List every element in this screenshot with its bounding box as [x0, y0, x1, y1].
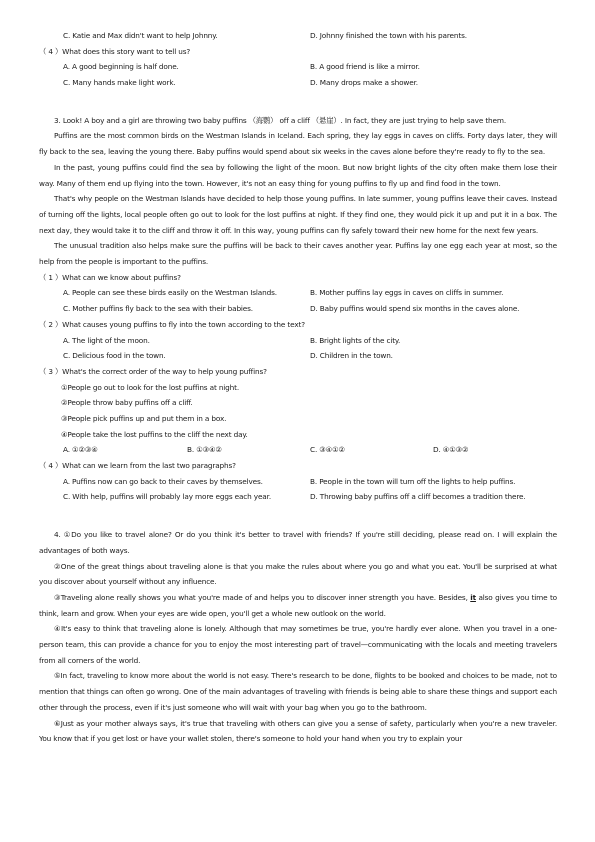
option-b: B. Bright lights of the city. [310, 335, 401, 345]
option-b: B. ①③④② [187, 445, 222, 455]
passage-paragraph: ②One of the great things about traveling alone is that you make the rules about where you go and what you eat. You'll be surprised at what you discover about yourself without any influence. [39, 561, 557, 587]
option-a: A. ①②③④ [63, 445, 98, 455]
order-step: ③People pick puffins up and put them in a box. [61, 413, 227, 423]
question-stem: （ 1 ）What can we know about puffins? [39, 272, 181, 282]
option-row [39, 75, 557, 91]
question-stem: （ 3 ）What's the correct order of the way to help young puffins? [39, 366, 267, 376]
option-row [39, 285, 557, 301]
order-step: ④People take the lost puffins to the cliff the next day. [61, 429, 248, 439]
option-c: C. ③④①② [310, 445, 345, 455]
underlined-word: it [470, 592, 476, 602]
option-d: D. Throwing baby puffins off a cliff becomes a tradition there. [310, 492, 526, 502]
paragraph-text: ③Traveling alone really shows you what you're made of and helps you to discover inner strength you have. Besides, [54, 592, 471, 602]
question-stem: （ 4 ）What does this story want to tell us? [39, 46, 191, 56]
passage-paragraph: ⑤In fact, traveling to know more about the world is not easy. There's research to be done, flights to be booked and choices to be made, not to mention that things can often go wrong. One of the main advantages of traveling with friends is being able to share these things and support each other through the process, even if it's just someone who will wait with your bag when you go to the bathroom. [39, 671, 557, 712]
passage-paragraph [39, 590, 557, 621]
question-stem: （ 4 ）What can we learn from the last two paragraphs? [39, 461, 236, 471]
option-c: C. Katie and Max didn't want to help Johnny. [63, 31, 218, 40]
option-row [39, 28, 557, 44]
option-row [39, 474, 557, 490]
option-row [39, 489, 557, 505]
document-body [39, 28, 557, 747]
option-a: A. A good beginning is half done. [63, 62, 179, 72]
option-b: B. Mother puffins lay eggs in caves on cliffs in summer. [310, 288, 504, 298]
option-c: C. Mother puffins fly back to the sea with their babies. [63, 304, 253, 314]
option-row [39, 333, 557, 349]
option-a: A. The light of the moon. [63, 335, 150, 345]
passage-paragraph: The unusual tradition also helps make sure the puffins will be back to their caves another year. Puffins lay one egg each year at most, so the help from the people is important to the puffins. [39, 241, 557, 267]
order-step: ①People go out to look for the lost puffins at night. [61, 382, 240, 392]
passage-paragraph: In the past, young puffins could find the sea by following the light of the moon. But now bright lights of the city often make them lose their way. Many of them end up flying into the town. However, it's not an easy thing for young puffins to fly up and find food in the town. [39, 162, 557, 188]
passage-paragraph: That's why people on the Westman Islands have decided to help those young puffins. In late summer, young puffins leave their caves. Instead of turning off the lights, local people often go out to look for the lost puffins at night. If they find one, they would pick it up and put it in a box. The next day, they would take it to the cliff and throw it off. In this way, young puffins can fly safely toward their new home for the next few years. [39, 194, 557, 235]
option-d: D. ④①③② [433, 445, 469, 455]
passage-paragraph: Puffins are the most common birds on the Westman Islands in Iceland. Each spring, they lay eggs in caves on cliffs. Forty days later, they will fly back to the sea, leaving the young there. Baby puffins would spend about six weeks in the caves alone before they're ready to fly to the sea. [39, 131, 557, 157]
passage-paragraph: 3. Look! A boy and a girl are throwing two baby puffins （海鹦） off a cliff （悬崖）. In fact, they are just trying to help save them. [54, 115, 506, 125]
option-a: A. People can see these birds easily on the Westman Islands. [63, 288, 277, 298]
option-d: D. Children in the town. [310, 351, 393, 361]
order-step: ②People throw baby puffins off a cliff. [61, 398, 193, 408]
option-d: D. Baby puffins would spend six months in the caves alone. [310, 304, 520, 314]
option-c: C. Many hands make light work. [63, 78, 176, 88]
option-c: C. Delicious food in the town. [63, 351, 166, 361]
option-a: A. Puffins now can go back to their caves by themselves. [63, 476, 263, 486]
passage-paragraph: ⑥Just as your mother always says, it's true that traveling with others can give you a sense of safety, particularly when you're a new traveler. You know that if you get lost or have your wallet stolen, there's someone to hold your hand when you try to explain your [39, 718, 557, 744]
option-d: D. Many drops make a shower. [310, 78, 418, 88]
question-stem: （ 2 ）What causes young puffins to fly into the town according to the text? [39, 319, 305, 329]
option-row [39, 348, 557, 364]
option-row [39, 59, 557, 75]
option-b: B. People in the town will turn off the lights to help puffins. [310, 476, 516, 486]
option-row [39, 301, 557, 317]
paragraph-text: also gives you time to think, learn and grow. When your eyes are wide open, you'll get a whole new outlook on the world. [39, 592, 557, 618]
option-c: C. With help, puffins will probably lay more eggs each year. [63, 492, 271, 502]
option-d: D. Johnny finished the town with his parents. [310, 31, 467, 40]
passage-paragraph: 4. ①Do you like to travel alone? Or do you think it's better to travel with friends? If you're still deciding, please read on. I will explain the advantages of both ways. [39, 530, 557, 555]
passage-paragraph: ④It's easy to think that traveling alone is lonely. Although that may sometimes be true, you're hardly ever alone. When you travel in a one-person team, this can provide a chance for you to enjoy the most interesting part of travel—communicating with the locals and meeting travelers from all corners of the world. [39, 624, 557, 665]
option-b: B. A good friend is like a mirror. [310, 62, 420, 72]
option-row [39, 442, 557, 458]
